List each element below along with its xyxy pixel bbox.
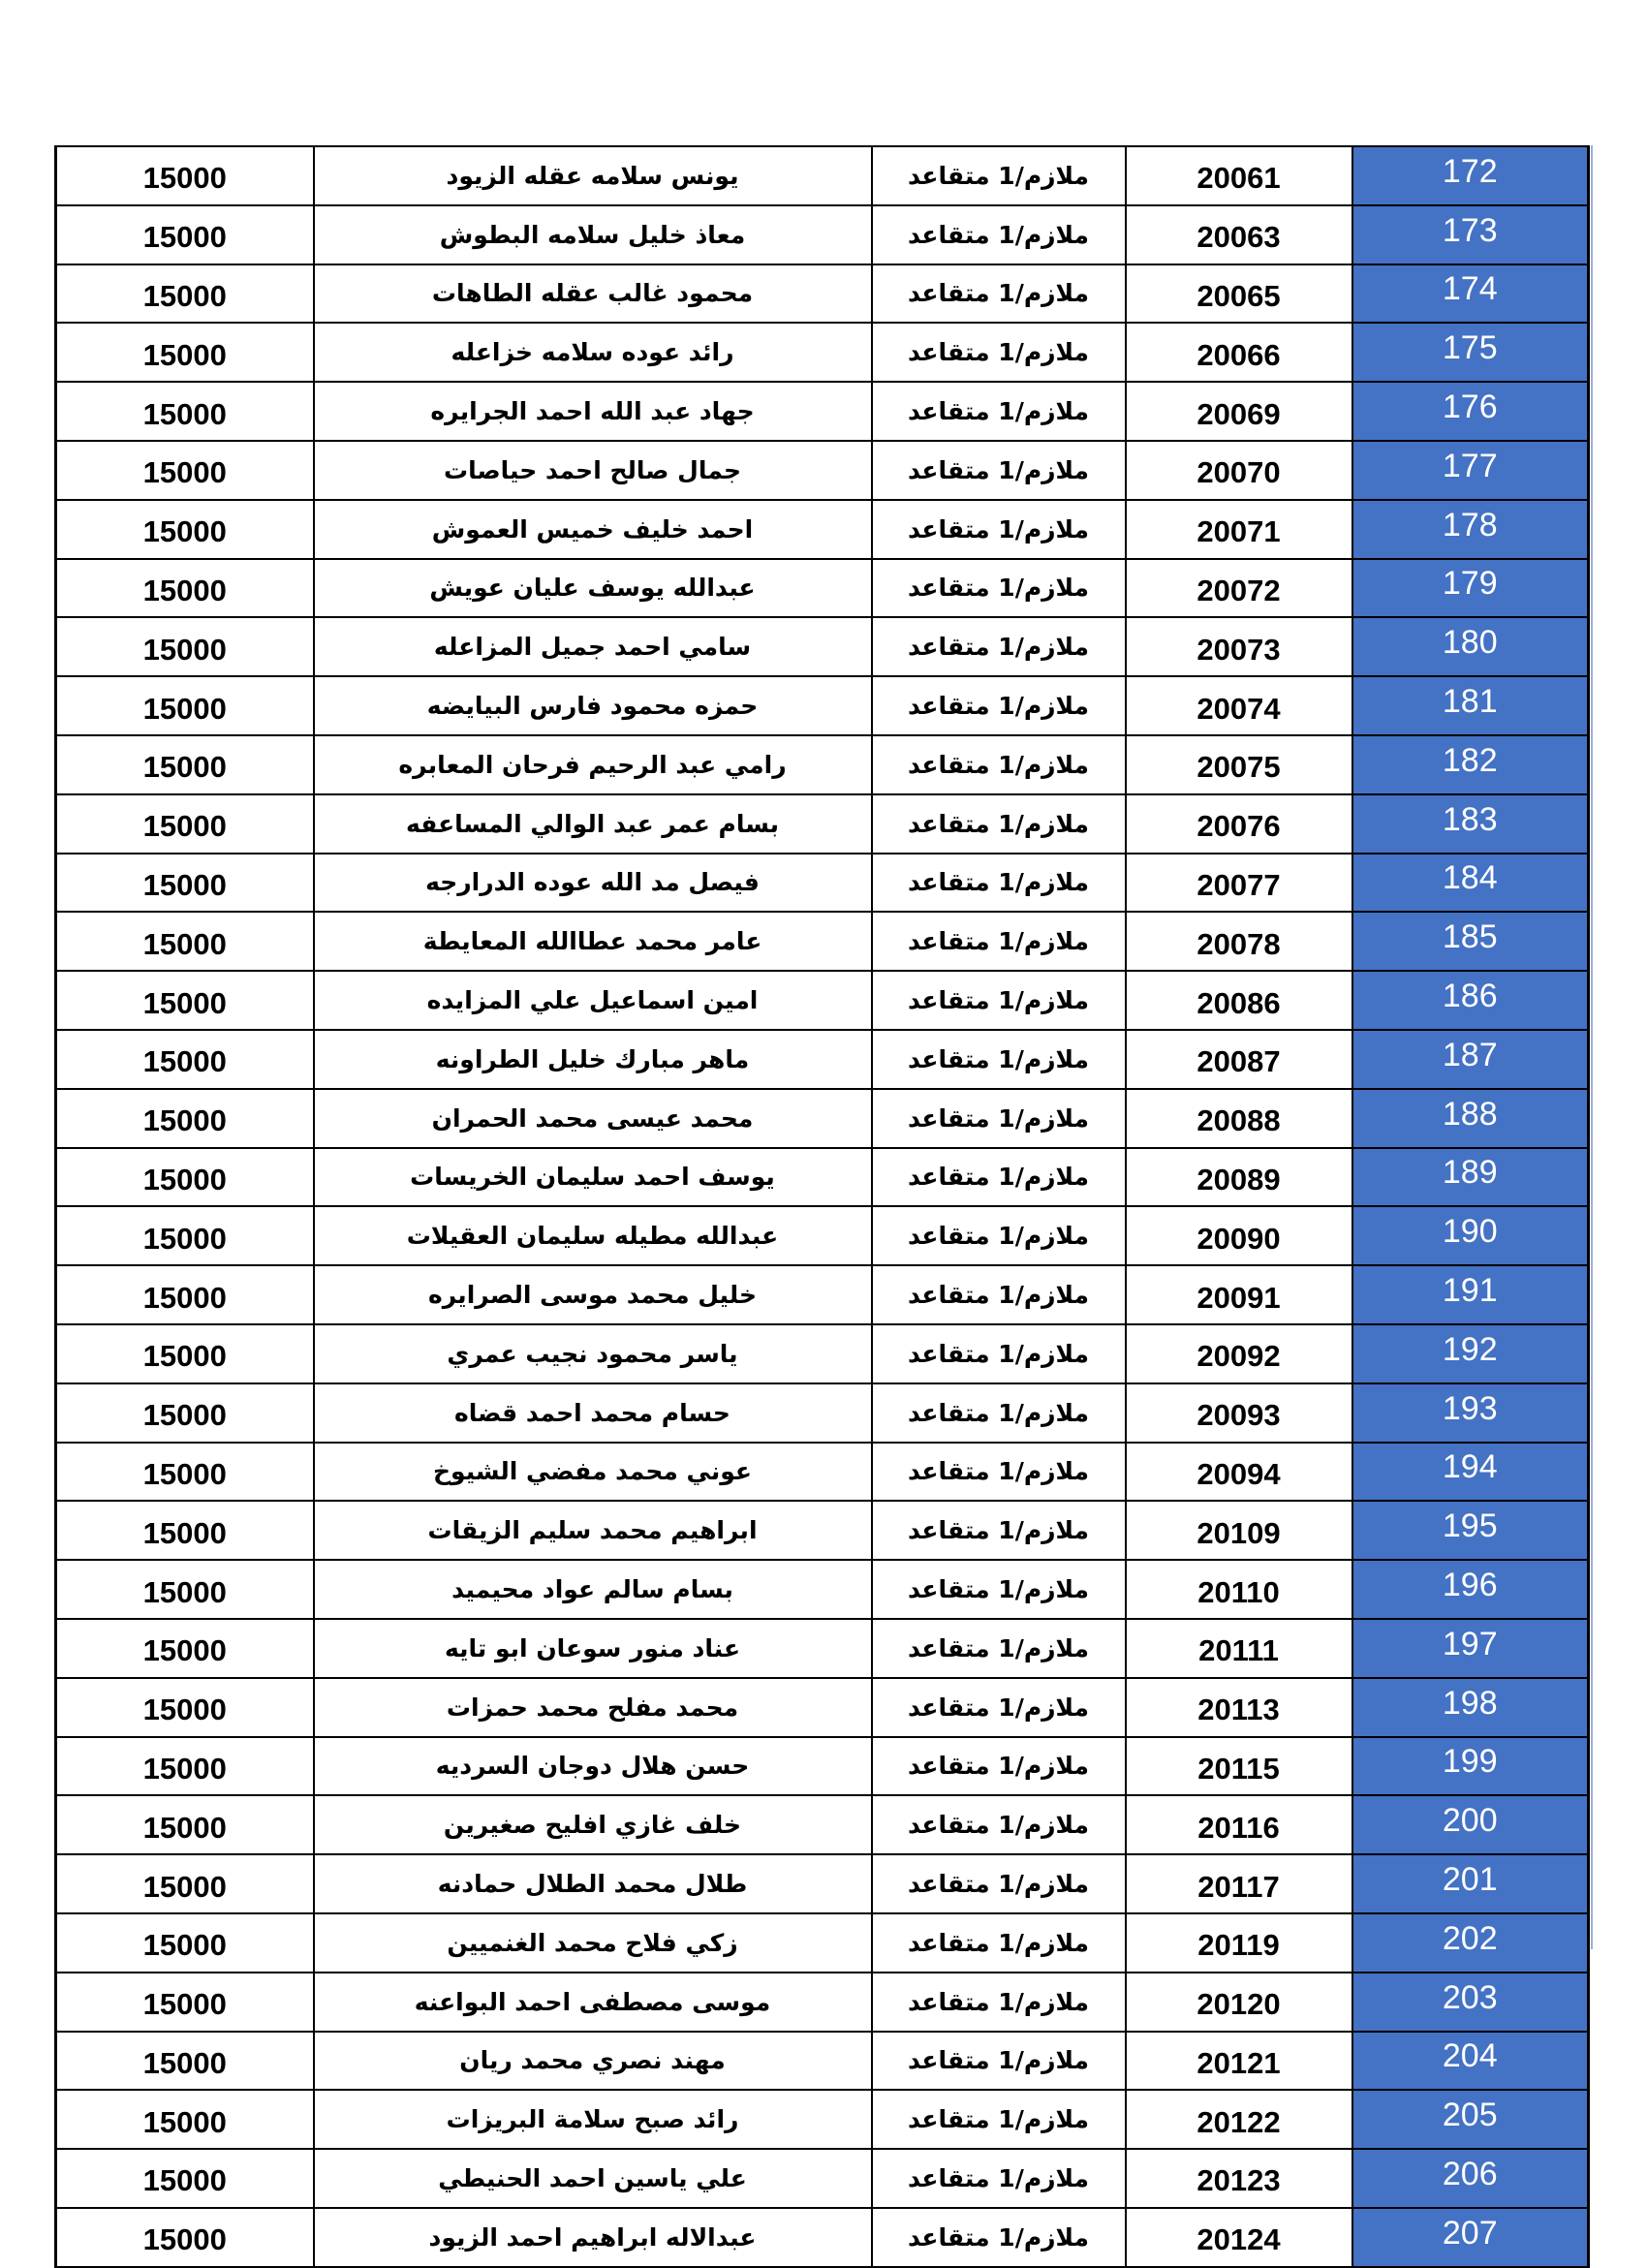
id-number-cell: 20061 <box>1126 146 1352 205</box>
amount-cell: 15000 <box>56 441 314 500</box>
table-row <box>56 1913 1589 1973</box>
serial-cell: 174 <box>1352 264 1589 324</box>
rank-cell: ملازم/1 متقاعد <box>872 1560 1126 1619</box>
id-number-cell: 20074 <box>1126 676 1352 735</box>
amount-cell: 15000 <box>56 500 314 559</box>
name-cell: خليل محمد موسى الصرايره <box>314 1265 872 1324</box>
table-row <box>56 971 1589 1030</box>
serial-cell: 197 <box>1352 1619 1589 1678</box>
serial-cell: 184 <box>1352 854 1589 913</box>
rank-cell: ملازم/1 متقاعد <box>872 559 1126 618</box>
id-number-cell: 20093 <box>1126 1383 1352 1443</box>
id-number-cell: 20078 <box>1126 912 1352 971</box>
id-number-cell: 20109 <box>1126 1501 1352 1560</box>
rank-cell: ملازم/1 متقاعد <box>872 264 1126 324</box>
name-cell: ابراهيم محمد سليم الزيقات <box>314 1501 872 1560</box>
rank-cell: ملازم/1 متقاعد <box>872 1678 1126 1737</box>
serial-cell: 207 <box>1352 2208 1589 2267</box>
table-row <box>56 2090 1589 2149</box>
serial-cell: 178 <box>1352 500 1589 559</box>
name-cell: حسن هلال دوجان السرديه <box>314 1737 872 1796</box>
id-number-cell: 20115 <box>1126 1737 1352 1796</box>
table-row <box>56 1678 1589 1737</box>
serial-cell: 188 <box>1352 1089 1589 1148</box>
id-number-cell: 20122 <box>1126 2090 1352 2149</box>
name-cell: رائد عوده سلامه خزاعله <box>314 323 872 382</box>
rank-cell: ملازم/1 متقاعد <box>872 382 1126 441</box>
id-number-cell: 20077 <box>1126 854 1352 913</box>
id-number-cell: 20087 <box>1126 1030 1352 1089</box>
serial-cell: 185 <box>1352 912 1589 971</box>
id-number-cell: 20111 <box>1126 1619 1352 1678</box>
amount-cell: 15000 <box>56 1443 314 1502</box>
serial-cell: 189 <box>1352 1148 1589 1207</box>
rank-cell: ملازم/1 متقاعد <box>872 323 1126 382</box>
serial-cell: 202 <box>1352 1913 1589 1973</box>
serial-cell: 176 <box>1352 382 1589 441</box>
name-cell: فيصل مد الله عوده الدرارجه <box>314 854 872 913</box>
amount-cell: 15000 <box>56 971 314 1030</box>
table-right-rule <box>1591 145 1593 1949</box>
table-row <box>56 1148 1589 1207</box>
amount-cell: 15000 <box>56 1148 314 1207</box>
serial-cell: 195 <box>1352 1501 1589 1560</box>
name-cell: عبدالاله ابراهيم احمد الزيود <box>314 2208 872 2267</box>
name-cell: معاذ خليل سلامه البطوش <box>314 205 872 264</box>
serial-cell: 204 <box>1352 2032 1589 2091</box>
id-number-cell: 20071 <box>1126 500 1352 559</box>
table-row <box>56 205 1589 264</box>
name-cell: احمد خليف خميس العموش <box>314 500 872 559</box>
table-row <box>56 617 1589 676</box>
serial-cell: 201 <box>1352 1854 1589 1913</box>
table-row <box>56 146 1589 205</box>
amount-cell: 15000 <box>56 205 314 264</box>
serial-cell: 192 <box>1352 1324 1589 1383</box>
id-number-cell: 20073 <box>1126 617 1352 676</box>
serial-cell: 172 <box>1352 146 1589 205</box>
table-row <box>56 2208 1589 2267</box>
table-row <box>56 1206 1589 1265</box>
id-number-cell: 20088 <box>1126 1089 1352 1148</box>
table-row <box>56 264 1589 324</box>
name-cell: عامر محمد عطاالله المعايطة <box>314 912 872 971</box>
id-number-cell: 20089 <box>1126 1148 1352 1207</box>
rank-cell: ملازم/1 متقاعد <box>872 1795 1126 1854</box>
rank-cell: ملازم/1 متقاعد <box>872 205 1126 264</box>
amount-cell: 15000 <box>56 1324 314 1383</box>
amount-cell: 15000 <box>56 559 314 618</box>
amount-cell: 15000 <box>56 1973 314 2032</box>
table-row <box>56 500 1589 559</box>
id-number-cell: 20116 <box>1126 1795 1352 1854</box>
rank-cell: ملازم/1 متقاعد <box>872 794 1126 854</box>
rank-cell: ملازم/1 متقاعد <box>872 1383 1126 1443</box>
table-row <box>56 1854 1589 1913</box>
table-row <box>56 1265 1589 1324</box>
serial-cell: 206 <box>1352 2149 1589 2208</box>
rank-cell: ملازم/1 متقاعد <box>872 2208 1126 2267</box>
rank-cell: ملازم/1 متقاعد <box>872 2032 1126 2091</box>
rank-cell: ملازم/1 متقاعد <box>872 1206 1126 1265</box>
rank-cell: ملازم/1 متقاعد <box>872 971 1126 1030</box>
id-number-cell: 20075 <box>1126 735 1352 794</box>
serial-cell: 186 <box>1352 971 1589 1030</box>
id-number-cell: 20066 <box>1126 323 1352 382</box>
serial-cell: 194 <box>1352 1443 1589 1502</box>
table-row <box>56 1383 1589 1443</box>
serial-cell: 180 <box>1352 617 1589 676</box>
name-cell: محمد مفلح محمد حمزات <box>314 1678 872 1737</box>
table-row <box>56 735 1589 794</box>
name-cell: خلف غازي افليح صغيرين <box>314 1795 872 1854</box>
rank-cell: ملازم/1 متقاعد <box>872 912 1126 971</box>
serial-cell: 187 <box>1352 1030 1589 1089</box>
amount-cell: 15000 <box>56 323 314 382</box>
table-row <box>56 1324 1589 1383</box>
rank-cell: ملازم/1 متقاعد <box>872 1148 1126 1207</box>
serial-cell: 190 <box>1352 1206 1589 1265</box>
table-row <box>56 912 1589 971</box>
rank-cell: ملازم/1 متقاعد <box>872 1030 1126 1089</box>
name-cell: بسام سالم عواد محيميد <box>314 1560 872 1619</box>
name-cell: جهاد عبد الله احمد الجرايره <box>314 382 872 441</box>
name-cell: بسام عمر عبد الوالي المساعفه <box>314 794 872 854</box>
id-number-cell: 20094 <box>1126 1443 1352 1502</box>
table-row <box>56 1795 1589 1854</box>
name-cell: موسى مصطفى احمد البواعنه <box>314 1973 872 2032</box>
id-number-cell: 20121 <box>1126 2032 1352 2091</box>
name-cell: امين اسماعيل علي المزايده <box>314 971 872 1030</box>
serial-cell: 198 <box>1352 1678 1589 1737</box>
table-row <box>56 1737 1589 1796</box>
table-row <box>56 676 1589 735</box>
serial-cell: 177 <box>1352 441 1589 500</box>
rank-cell: ملازم/1 متقاعد <box>872 441 1126 500</box>
amount-cell: 15000 <box>56 1206 314 1265</box>
rank-cell: ملازم/1 متقاعد <box>872 1913 1126 1973</box>
id-number-cell: 20120 <box>1126 1973 1352 2032</box>
serial-cell: 183 <box>1352 794 1589 854</box>
amount-cell: 15000 <box>56 1030 314 1089</box>
amount-cell: 15000 <box>56 912 314 971</box>
id-number-cell: 20092 <box>1126 1324 1352 1383</box>
name-cell: ياسر محمود نجيب عمري <box>314 1324 872 1383</box>
id-number-cell: 20063 <box>1126 205 1352 264</box>
rank-cell: ملازم/1 متقاعد <box>872 1973 1126 2032</box>
rank-cell: ملازم/1 متقاعد <box>872 2090 1126 2149</box>
name-cell: حسام محمد احمد قضاه <box>314 1383 872 1443</box>
amount-cell: 15000 <box>56 854 314 913</box>
serial-cell: 182 <box>1352 735 1589 794</box>
serial-cell: 193 <box>1352 1383 1589 1443</box>
name-cell: طلال محمد الطلال حمادنه <box>314 1854 872 1913</box>
table-row <box>56 2149 1589 2208</box>
serial-cell: 199 <box>1352 1737 1589 1796</box>
id-number-cell: 20117 <box>1126 1854 1352 1913</box>
id-number-cell: 20070 <box>1126 441 1352 500</box>
rank-cell: ملازم/1 متقاعد <box>872 854 1126 913</box>
rank-cell: ملازم/1 متقاعد <box>872 2149 1126 2208</box>
rank-cell: ملازم/1 متقاعد <box>872 500 1126 559</box>
id-number-cell: 20124 <box>1126 2208 1352 2267</box>
amount-cell: 15000 <box>56 1795 314 1854</box>
amount-cell: 15000 <box>56 1501 314 1560</box>
name-cell: محمود غالب عقله الطاهات <box>314 264 872 324</box>
table-row <box>56 1089 1589 1148</box>
name-cell: عبدالله مطيله سليمان العقيلات <box>314 1206 872 1265</box>
name-cell: جمال صالح احمد حياصات <box>314 441 872 500</box>
name-cell: يونس سلامه عقله الزيود <box>314 146 872 205</box>
amount-cell: 15000 <box>56 1619 314 1678</box>
table-row <box>56 854 1589 913</box>
serial-cell: 175 <box>1352 323 1589 382</box>
serial-cell: 200 <box>1352 1795 1589 1854</box>
name-cell: محمد عيسى محمد الحمران <box>314 1089 872 1148</box>
amount-cell: 15000 <box>56 2149 314 2208</box>
name-cell: رامي عبد الرحيم فرحان المعابره <box>314 735 872 794</box>
name-cell: عبدالله يوسف عليان عويش <box>314 559 872 618</box>
table-row <box>56 559 1589 618</box>
id-number-cell: 20069 <box>1126 382 1352 441</box>
id-number-cell: 20119 <box>1126 1913 1352 1973</box>
amount-cell: 15000 <box>56 735 314 794</box>
rank-cell: ملازم/1 متقاعد <box>872 1737 1126 1796</box>
rank-cell: ملازم/1 متقاعد <box>872 1089 1126 1148</box>
amount-cell: 15000 <box>56 617 314 676</box>
amount-cell: 15000 <box>56 2090 314 2149</box>
id-number-cell: 20091 <box>1126 1265 1352 1324</box>
serial-cell: 173 <box>1352 205 1589 264</box>
amount-cell: 15000 <box>56 794 314 854</box>
amount-cell: 15000 <box>56 1913 314 1973</box>
id-number-cell: 20123 <box>1126 2149 1352 2208</box>
table-row <box>56 1560 1589 1619</box>
name-cell: حمزه محمود فارس البيايضه <box>314 676 872 735</box>
personnel-table <box>54 145 1590 2268</box>
name-cell: عناد منور سوعان ابو تايه <box>314 1619 872 1678</box>
table-body <box>56 146 1589 2267</box>
rank-cell: ملازم/1 متقاعد <box>872 617 1126 676</box>
table-row <box>56 441 1589 500</box>
amount-cell: 15000 <box>56 1678 314 1737</box>
table-row <box>56 794 1589 854</box>
amount-cell: 15000 <box>56 1560 314 1619</box>
name-cell: زكي فلاح محمد الغنميين <box>314 1913 872 1973</box>
serial-cell: 203 <box>1352 1973 1589 2032</box>
amount-cell: 15000 <box>56 1854 314 1913</box>
table-row <box>56 1443 1589 1502</box>
serial-cell: 205 <box>1352 2090 1589 2149</box>
id-number-cell: 20065 <box>1126 264 1352 324</box>
table-row <box>56 1619 1589 1678</box>
amount-cell: 15000 <box>56 1089 314 1148</box>
id-number-cell: 20113 <box>1126 1678 1352 1737</box>
name-cell: عوني محمد مفضي الشيوخ <box>314 1443 872 1502</box>
name-cell: علي ياسين احمد الحنيطي <box>314 2149 872 2208</box>
table-row <box>56 2032 1589 2091</box>
name-cell: مهند نصري محمد ريان <box>314 2032 872 2091</box>
rank-cell: ملازم/1 متقاعد <box>872 1265 1126 1324</box>
id-number-cell: 20076 <box>1126 794 1352 854</box>
amount-cell: 15000 <box>56 2032 314 2091</box>
table-row <box>56 382 1589 441</box>
name-cell: سامي احمد جميل المزاعله <box>314 617 872 676</box>
rank-cell: ملازم/1 متقاعد <box>872 1854 1126 1913</box>
id-number-cell: 20110 <box>1126 1560 1352 1619</box>
amount-cell: 15000 <box>56 382 314 441</box>
serial-cell: 196 <box>1352 1560 1589 1619</box>
table-row <box>56 1973 1589 2032</box>
name-cell: رائد صبح سلامة البريزات <box>314 2090 872 2149</box>
amount-cell: 15000 <box>56 264 314 324</box>
serial-cell: 179 <box>1352 559 1589 618</box>
name-cell: يوسف احمد سليمان الخريسات <box>314 1148 872 1207</box>
rank-cell: ملازم/1 متقاعد <box>872 676 1126 735</box>
amount-cell: 15000 <box>56 1265 314 1324</box>
amount-cell: 15000 <box>56 146 314 205</box>
rank-cell: ملازم/1 متقاعد <box>872 735 1126 794</box>
amount-cell: 15000 <box>56 676 314 735</box>
serial-cell: 181 <box>1352 676 1589 735</box>
id-number-cell: 20090 <box>1126 1206 1352 1265</box>
amount-cell: 15000 <box>56 2208 314 2267</box>
name-cell: ماهر مبارك خليل الطراونه <box>314 1030 872 1089</box>
rank-cell: ملازم/1 متقاعد <box>872 1501 1126 1560</box>
rank-cell: ملازم/1 متقاعد <box>872 1619 1126 1678</box>
table-row <box>56 1501 1589 1560</box>
id-number-cell: 20086 <box>1126 971 1352 1030</box>
id-number-cell: 20072 <box>1126 559 1352 618</box>
rank-cell: ملازم/1 متقاعد <box>872 1443 1126 1502</box>
rank-cell: ملازم/1 متقاعد <box>872 1324 1126 1383</box>
rank-cell: ملازم/1 متقاعد <box>872 146 1126 205</box>
table-row <box>56 323 1589 382</box>
serial-cell: 191 <box>1352 1265 1589 1324</box>
amount-cell: 15000 <box>56 1737 314 1796</box>
table-row <box>56 1030 1589 1089</box>
amount-cell: 15000 <box>56 1383 314 1443</box>
